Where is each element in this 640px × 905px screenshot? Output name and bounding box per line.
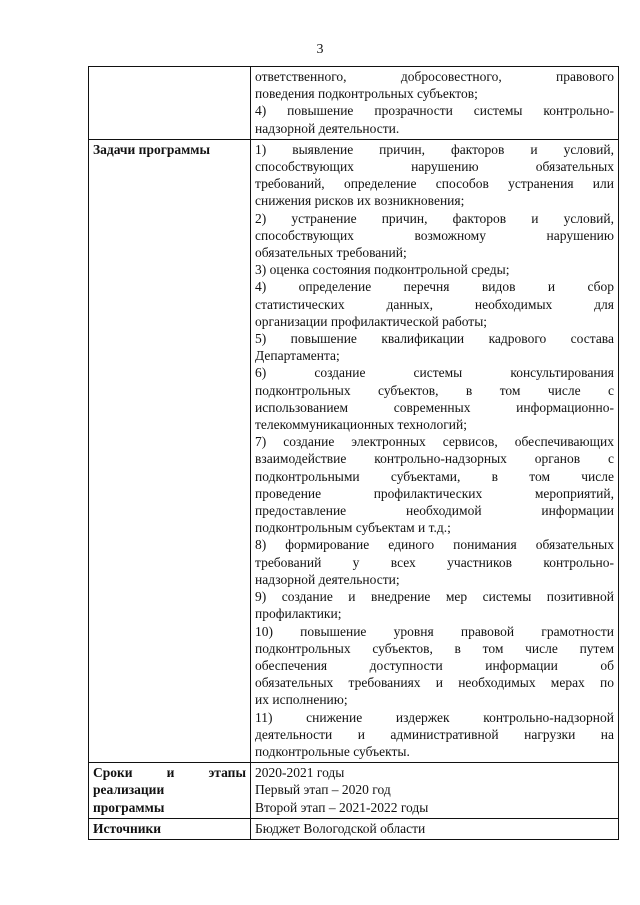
text-line: реализации (93, 782, 165, 798)
text-line: организации профилактической работы; (255, 313, 488, 329)
text-line: 10) повышение уровня правовой грамотности (255, 623, 614, 639)
row-label-tasks (89, 139, 251, 762)
text-line: 4) повышение прозрачности системы контрольно- (255, 103, 614, 119)
text-line: подконтрольным субъектам и т.д.; (255, 520, 451, 536)
table-row-continued (89, 67, 619, 140)
text-line: Первый этап – 2020 год (255, 782, 391, 798)
row-value-terms (251, 763, 619, 819)
text-line: 4) определение перечня видов и сбор (255, 279, 614, 295)
text-line: подконтрольных субъектов, в том числе с (255, 382, 614, 398)
row-value-continued (251, 67, 619, 140)
text-line: подконтрольных субъектов, в том числе путем (255, 640, 614, 656)
page-number: 3 (316, 42, 324, 57)
text-line: предоставление необходимой информации (255, 503, 614, 519)
text-line: надзорной деятельности; (255, 571, 400, 587)
text-line: 6) создание системы консультирования (255, 365, 614, 381)
text-line: 3) оценка состояния подконтрольной среды; (255, 262, 510, 278)
text-line: Второй этап – 2021-2022 годы (255, 799, 429, 815)
text-line: Сроки и этапы (93, 765, 246, 781)
text-line: 11) снижение издержек контрольно-надзорной (255, 709, 614, 725)
text-line: обеспечения доступности информации об (255, 657, 614, 673)
text-line: поведения подконтрольных субъектов; (255, 86, 478, 102)
text-line: проведение профилактических мероприятий, (255, 485, 614, 501)
text-line: профилактики; (255, 606, 342, 622)
table-row-tasks (89, 139, 619, 762)
row-value-sources (251, 818, 619, 839)
text-line: 1) выявление причин, факторов и условий, (255, 141, 614, 157)
text-line: статистических данных, необходимых для (255, 296, 614, 312)
text-line: требований у всех участников контрольно- (255, 554, 614, 570)
text-line: требований, определение способов устранения или (255, 176, 614, 192)
text-line: 5) повышение квалификации кадрового состава (255, 331, 614, 347)
row-label-sources (89, 818, 251, 839)
text-line: 2020-2021 годы (255, 765, 345, 781)
text-line: 7) создание электронных сервисов, обеспечивающих (255, 434, 614, 450)
row-label-empty (89, 67, 251, 140)
text-line: взаимодействие контрольно-надзорных органов с (255, 451, 614, 467)
tasks-label: Задачи программы (93, 141, 211, 157)
text-line: снижения рисков их возникновения; (255, 193, 465, 209)
text-line: Департамента; (255, 348, 340, 364)
text-line: подконтрольными субъектами, в том числе (255, 468, 614, 484)
text-line: 2) устранение причин, факторов и условий, (255, 210, 614, 226)
text-line: ответственного, добросовестного, правового (255, 69, 614, 84)
text-line: телекоммуникационных технологий; (255, 417, 467, 433)
text-line: Бюджет Вологодской области (255, 820, 426, 836)
text-line: подконтрольные субъекты. (255, 743, 410, 759)
sources-label: Источники (93, 820, 162, 836)
text-line: надзорной деятельности. (255, 120, 400, 136)
text-line: деятельности и административной нагрузки на (255, 726, 614, 742)
text-line: программы (93, 799, 165, 815)
text-line: способствующих возможному нарушению (255, 227, 614, 243)
text-line: обязательных требованиях и необходимых мерах по (255, 675, 614, 691)
text-line: их исполнению; (255, 692, 348, 708)
table-row-terms (89, 763, 619, 819)
text-line: обязательных требований; (255, 245, 407, 261)
text-line: 9) создание и внедрение мер системы позитивной (255, 589, 614, 605)
row-label-terms (89, 763, 251, 819)
text-line: способствующих нарушению обязательных (255, 159, 614, 175)
table-row-sources (89, 818, 619, 839)
row-value-tasks (251, 139, 619, 762)
program-passport-table (88, 66, 619, 840)
text-line: 8) формирование единого понимания обязательных (255, 537, 614, 553)
text-line: использованием современных информационно- (255, 399, 614, 415)
